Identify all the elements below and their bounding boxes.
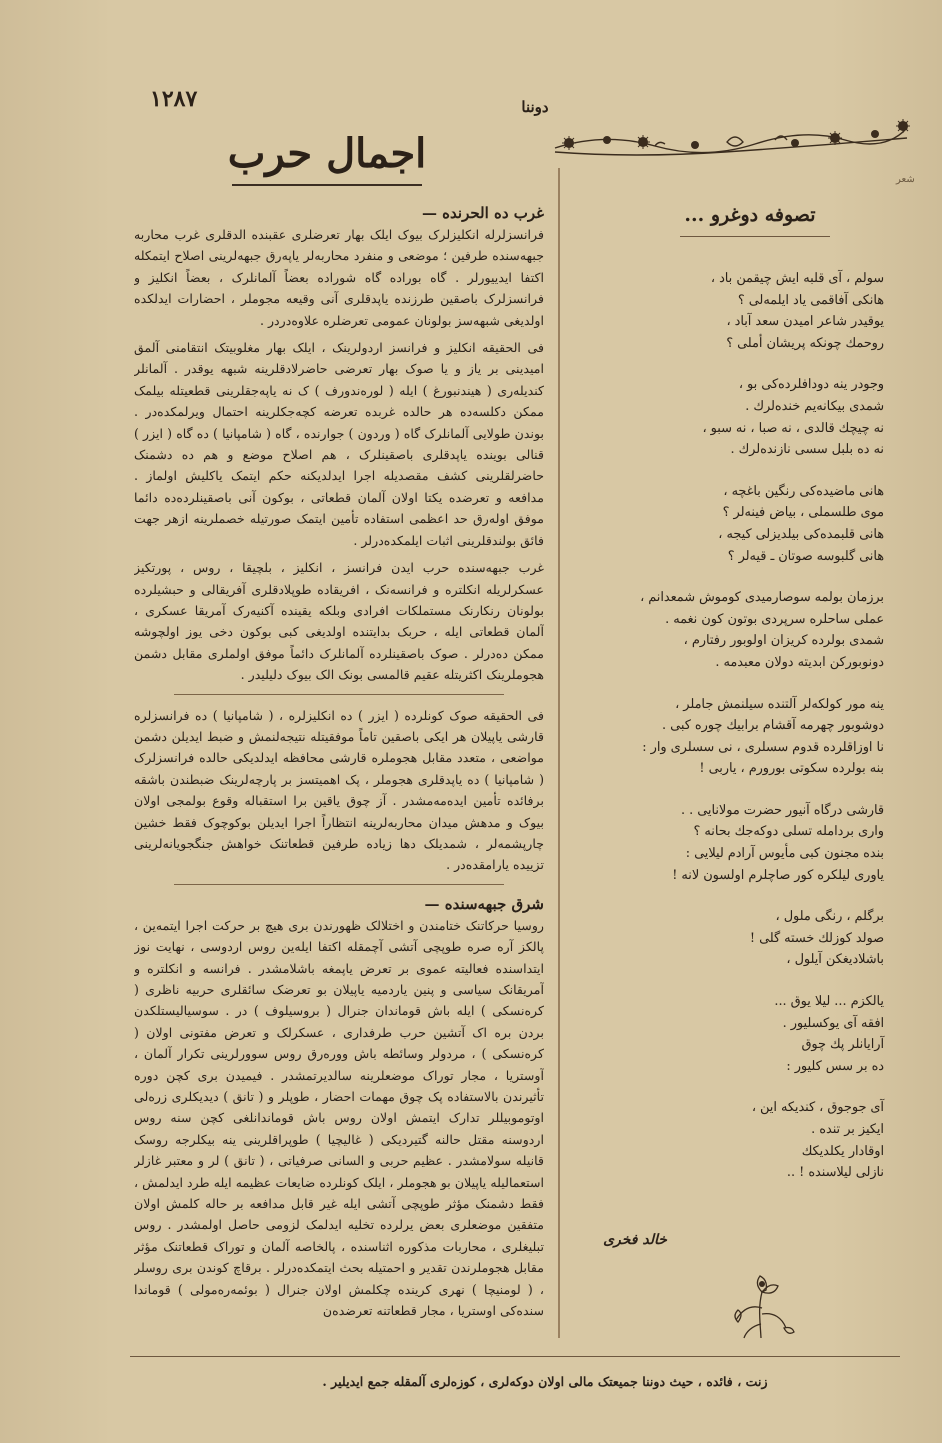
poem-line: واری بردامله تسلی دوکه‌جك بحانه ؟ [693,824,884,840]
poem-line: دوشوبور چهرمه آقشام برابیك چوره کبی . [662,718,884,734]
article-title: اجمال حرب [227,130,427,177]
column-divider [558,168,560,1338]
poem-line: شمدی بولرده کریزان اولوبور رفتارم ، [683,633,884,649]
poem-line: آی جوجوق ، کندیکه این ، [751,1100,884,1116]
section-rule [174,694,504,695]
paragraph: غرب جبهه‌سنده حرب ایدن فرانسز ، انکلیز ، بلچیقا ، روس ، پورتکیز عسکرلریله انکلتره و فرانسه‌نک ، افریقاده طوپلادقلری آفریقالی و حبشیلرده بولونان رنکارنک مستملکات افرادی وبلکه یقینده آکنیه‌رک آمریقا عسکری ، آلمان قطعاتی ایله ، حربک بدایتنده اولدیغی کبی بوکون دخی یوز اولچوشه ممکن ده‌درلر . صوک باصقینلرده آلمانلرک دائماً موفق اولملری مقابل دشمن هجوملرینک اکثریتله عقیم قالمسی بونک الک بیوک دلیلیدر . [134,560,544,683]
poem-line: ایکیز بر تنده . [811,1122,884,1137]
stanza [600,481,890,567]
poem-line: هانی گلبوسه صوتان ـ قیه‌لر ؟ [727,548,884,564]
poem-line: شمدی بیکانه‌یم خنده‌لرك . [745,398,884,414]
poem-line: هانی قلبمده‌کی بیلدیزلی کیجه ، [718,526,884,542]
poem-line: افقه آی یوکسلیور . [782,1015,884,1031]
poem-line: موی طلسملی ، بیاض فینه‌لر ؟ [722,505,884,521]
poem-title-rule [680,236,830,237]
stanza [600,694,890,780]
poem-line: نه چیچك قالدی ، نه صبا ، نه سبو ، [702,420,884,436]
floral-ornament-icon [545,118,917,164]
stanza [600,800,890,886]
footer-notice: زنت ، فائده ، حیث دوننا جمیعتک مالی اولان دوکه‌لری ، کوزه‌لری آلمقله جمع ایدیلیر . [322,1374,768,1389]
stanza [600,374,890,460]
poem-line: یالکزم ... لیلا یوق ... [774,994,884,1010]
poem-line: نه ده بلبل سسی نازنده‌لرك . [730,442,884,458]
stanza [600,991,890,1077]
poem-line: هانی ماضیده‌کی رنگین باغچه ، [723,483,884,499]
poem-line: باشلادیغکن آیلول ، [786,952,884,968]
stanza [600,587,890,673]
paragraph: فی الحقیقه صوک کونلرده ( ایزر ) ده انکلیزلره ، ( شامپانیا ) ده فرانسزلره قارشی یاپیلان هر ایکی باصقین تاماً موفقیتله نتیجه‌لنمش و ضبط ایدیلن دشمن مواضعی ، متعدد مقابل هجوملره قارشی محافظه ایدلدیکی حالده فرانسزلرک ( شامپانیا ) ده یاپدقلری هجوملر ، پک اهمیتسز بر پارچه‌لرینک ضبطندن باشقه برفائده تأمین ایده‌مه‌مشدر . آز چوق یاقین برا استقباله وقوع بولمجی اولان بیوک و مدهش میدان محاربه‌لرینه انتظاراً اجرا ایدیلن بوکوچوک فقط خشین چارپشمه‌لر ، شمدیلک دها زیاده طرفین قطعاتنک خواهش جنگجویانه‌لرینی تزییده یارامقده‌در . [134,707,544,873]
section-heading-east: شرق جبهه‌سنده — [424,894,544,913]
title-rule [232,184,422,186]
poem-line: وجودر ینه دودافلرده‌کی بو ، [738,377,884,393]
paragraph: روسیا حرکاتنک ختامندن و اختلالک ظهورندن بری هیچ بر حرکت اجرا ایتمه‌ین ، پالکز آره صره طوپچی آتشی آچمقله اکتفا ایله‌ین روس اردوسی ، نهایت نوز ایتداسنده فعالیته عموی بر تعرض یاپمغه باشلامشدر . فرانسه و انکلتره و آمریقانک سیاسی و پنین یاردمیه یاپیلان بو تعرضک سائقلری حربیه ناظری ( کره‌نسکی ) ایله باش قوماندان جنرال ( بروسیلوف ) در . سوسیالیستلکدن بردن بره اک آتشین حرب طرفداری ، عسکرلک و تعرض مفتونی اولان ( کره‌نسکی ) ، مردولر وسائطه باش ووره‌رق روس سوورلرینی تکرار آلمان ، آوستریا ، مجار توراک موضعلرینه سالدیرتمشدر . فیمیدن بری کچن دوره تأثیرندن بالاستفاده پک چوق مهمات احضار ، طوپلر و ( تانق ) دیدیکلری زره‌لی اوتوموبیللر تدارک ایتمش اولان روس باش قوماندانلغی کچن سنه روس اردوسنه مقتل حالنه گتیردیکی ( غالیچیا ) طوپراقلرینی ینه بیکلرجه روسک قانیله سولامشدر . عظیم حربی و السانی صرفیاتی ، ( تانق ) لر و معتبر غازلر استعمالیله یاپیلان بو هجوملر ، ایلک کونلرده ضایعات عظیمه ایله طرد ایدلمش ، فقط دشمنک مؤثر طوپچی آتشی ایله غیر قابل مدافعه بر حاله کلمش اولان متفقین موضعلری بعض یرلرده تخلیه ایدلمک لزومی حاصل اولمشدر . روس تبلیغلری ، محاربات مذکوره اثناسنده ، پالخاصه آلمان و توراک قطعاتنک مؤثر مقابل هجوملرندن تقدیر و احمتیله بحث ایتمکده‌درلر . برقاچ کوندن بری روسلر ، ( لومنیچا ) نهری کرینده چکلمش اولان جنرال ( بوئمه‌ره‌مولی ) قوماندا سنده‌کی اوستریا ، مجار قطعاتنه تعرضده‌ن [134,917,544,1319]
flower-vignette-icon [722,1268,800,1344]
poem-section-label: شعر [896,174,915,185]
poem-line: روحمك چونکه پریشان أملی ؟ [726,335,884,351]
stanza [600,1097,890,1183]
article-body [134,204,544,1362]
paragraph: فی الحقیقه انکلیز و فرانسز اردولرینک ، ایلک بهار مغلوبیتک انتقامنی آلمق امیدینی بر یاز و یا صوک بهار تعرضی حاضرلادقلرینه شبهه یوقدر . آلمانلر کندیله‌ری ( هیندنبورغ ) ایله ( لوره‌ندورف ) ک نه یاپه‌جقلرینی قطعیتله بیلمک ممکن دکلسه‌ده هر حالده غربده تعرضه کچه‌جکلرینه احتمال ویرلمکده‌در . بوندن طولایی آلمانلرک گاه ( وردون ) جوارنده ، گاه ( شامپانیا ) ده گاه ( ایزر ) قنالی بوینده یاپدقلری باصقینلرک ، هم اصلاح موضع و هم ده دشمنک حاضرلقلرینی کشف مقصدیله اجرا ایدلدیکنه حکم ایتمک یاکلیش اولماز . مدافعه و تعرضده یکتا اولان آلمان قطعاتی ، بوکون آنی باصقینلرده‌ده دائما موفق اوله‌رق حد اعظمی استفاده تأمین ایتمک صورتیله خصملرینه ازهر جهت فائق بولندقلرینی اثبات ایلمکده‌درلر . [134,340,544,548]
poem-line: نازلی لیلاسنده ! .. [786,1165,884,1181]
poem-line: بنه بولرده سکوتی بورورم ، یاربی ! [699,761,884,777]
poem-line: سولم ، آی قلبه ایش چیقمن باد ، [710,271,884,286]
poem-line: یوقیدر شاعر امیدن سعد آباد ، [726,314,884,330]
poem-body [600,268,890,1268]
poem-line: آرایانلر پك چوق [801,1037,884,1053]
stanza [600,906,890,971]
poem-line: ینه مور کولکه‌لر آلتنده سیلنمش جاملر ، [675,696,884,712]
section-rule [174,884,504,885]
footer-rule [130,1356,900,1357]
poem-line: دونوبورکن ابدیته دولان معبدمه . [715,654,884,670]
poem-line: صولد کوزلك خسته گلی ! [749,930,884,946]
paragraph: فرانسزلرله انکلیزلرک بیوک ایلک بهار تعرضلری عقبنده الدقلری غرب محاربه جبهه‌سنده طرفین ؛ موضعی و منفرد محاربه‌لر یاپه‌رق جبهه‌لرینی اصلاح ایتمکله اکتفا ایدییورلر . گاه بوراده گاه شوراده بعضاً آلمانلرک ، بعضاً انکلیز و فرانسزلرک باصقین طرزنده یاپدقلری آنی وقیعه مجوملر ، احضارات ایدلکده اولدیغی شبهه‌سز بولونان عمومی تعرضلره علاوه‌دردر . [134,227,544,328]
poem-line: ده بر سس کلیور : [786,1058,884,1074]
page-number: ١٢٨٧ [150,86,198,112]
section-heading-west: غرب ده الحرنده — [421,204,544,222]
poem-title: تصوفه دوغرو ... [684,204,816,226]
poem-author: خالد فخری [603,1232,667,1248]
poem-line: بنده مجنون کبی مأیوس آرادم لیلایی : [685,846,884,862]
stanza [600,268,890,354]
poem-line: برزمان بولمه سوصارمیدی کوموش شمعدانم ، [640,590,884,606]
poem-line: برگلم ، رنگی ملول ، [775,909,884,925]
journal-name: دوننا [521,98,549,116]
poem-line: یاوری لیلکره کور صاچلرم اولسون لانه ! [672,867,884,883]
poem-line: قارشی درگاه آنیور حضرت مولانایی . . [680,802,884,818]
poem-line: اوقادار یکلدیکك [801,1143,884,1159]
poem-line: نا اوزاقلرده قدوم سسلری ، نی سسلری وار : [642,739,884,755]
poem-line: هانکی آفاقمی یاد ایلمه‌لی ؟ [737,292,884,308]
poem-line: عملی ساحلره سرپردی بوتون کون نغمه . [665,611,884,627]
